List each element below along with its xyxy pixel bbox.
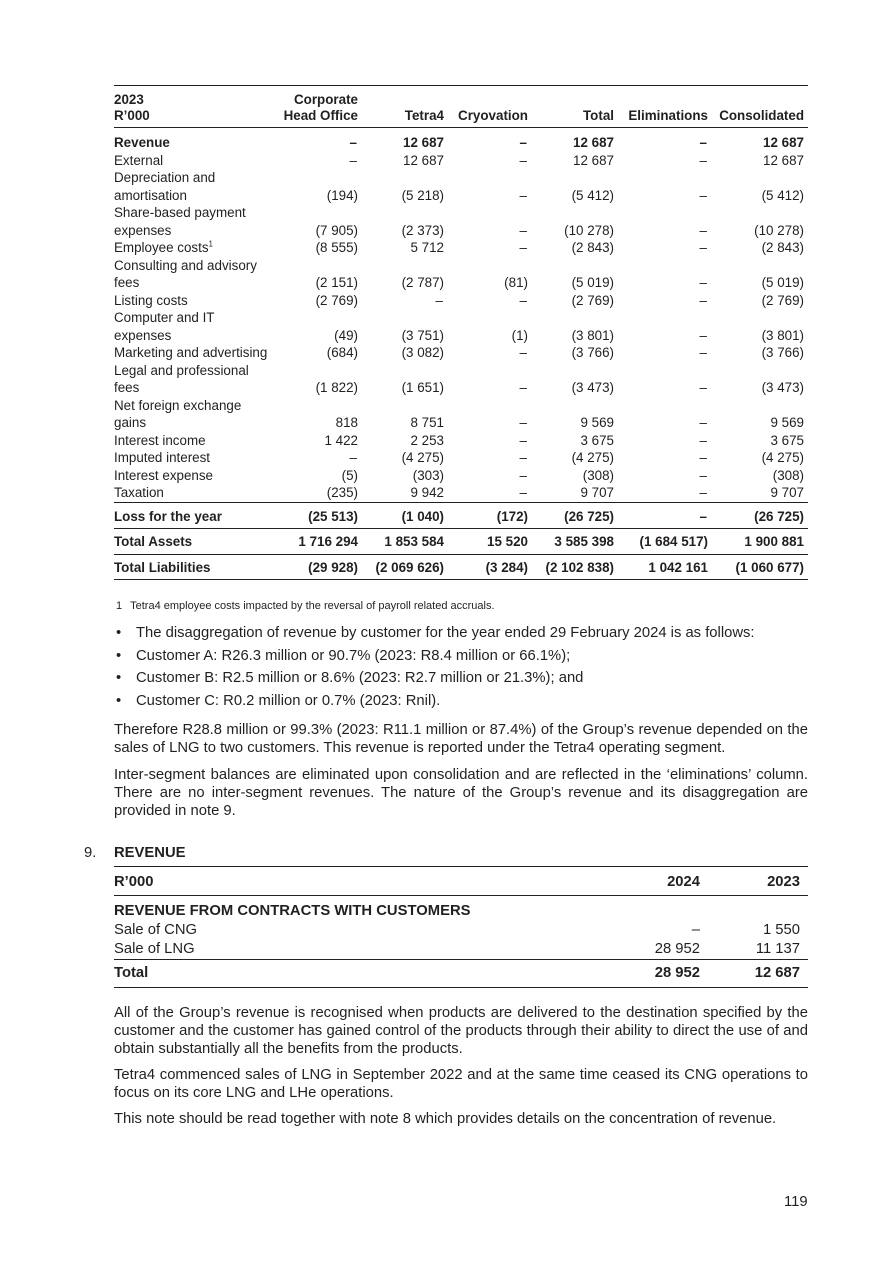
cell-corporate-head-office: – <box>349 450 357 465</box>
cell-consolidated: (5 412) <box>761 187 804 203</box>
cell-consolidated: (26 725) <box>712 502 808 529</box>
cell-total: 9 569 <box>580 415 614 430</box>
paragraph-inter-segment: Inter-segment balances are eliminated upon consolidation and are reflected in the ‘eliminations’ column. There are no inter-segment revenues. The nature of the Group’s revenue and its disaggregation are provided in note 9. <box>114 767 808 819</box>
row-label: Net foreign exchange gains <box>114 397 242 430</box>
header-year: 2023 R’000 <box>114 86 272 128</box>
customer-bullet-list <box>114 622 814 712</box>
cell-total: (3 801) <box>571 327 614 343</box>
cell-cryovation: – <box>519 345 527 360</box>
cell-total: 3 675 <box>580 432 614 448</box>
cell-cryovation: – <box>519 467 527 483</box>
cell-total: (10 278) <box>564 222 614 238</box>
cell-tetra4: 12 687 <box>403 135 444 150</box>
cell-consolidated: (1 060 677) <box>712 554 808 580</box>
cell-tetra4: – <box>435 292 443 308</box>
cell-consolidated: 12 687 <box>763 135 804 150</box>
cell-tetra4: (1 040) <box>362 502 448 529</box>
cell-eliminations: – <box>699 380 707 395</box>
cell-cryovation: – <box>519 415 527 430</box>
row-label: Computer and IT expenses <box>114 310 215 343</box>
cell-corporate-head-office: 818 <box>335 415 358 430</box>
revenue-subheading-row <box>114 896 808 922</box>
cell-consolidated: (4 275) <box>761 450 804 465</box>
cell-total: (26 725) <box>532 502 618 529</box>
section-title: REVENUE <box>114 845 186 861</box>
cell-eliminations: – <box>699 467 707 483</box>
cell-tetra4: (2 373) <box>401 222 444 238</box>
cell-corporate-head-office: (2 151) <box>315 275 358 290</box>
cell-total: (2 102 838) <box>532 554 618 580</box>
cell-2024: – <box>691 922 700 938</box>
paragraph-note-reference: This note should be read together with note 8 which provides details on the concentration of revenue. <box>114 1111 777 1127</box>
section-number: 9. <box>84 845 97 861</box>
row-label: Total <box>114 960 614 988</box>
revenue-total-row <box>114 960 808 988</box>
cell-eliminations: (1 684 517) <box>618 529 712 555</box>
cell-corporate-head-office: (194) <box>326 187 358 203</box>
cell-consolidated: (2 843) <box>761 240 804 255</box>
cell-total: 12 687 <box>573 152 614 168</box>
cell-tetra4: 8 751 <box>410 415 444 430</box>
cell-tetra4: 5 712 <box>410 240 444 255</box>
cell-corporate-head-office: (7 905) <box>315 222 358 238</box>
cell-cryovation: (81) <box>504 275 528 290</box>
cell-cryovation: – <box>519 380 527 395</box>
row-label: Sale of CNG <box>114 922 198 938</box>
table-row <box>114 292 808 310</box>
cell-corporate-head-office: (29 928) <box>272 554 362 580</box>
revenue-subheading: REVENUE FROM CONTRACTS WITH CUSTOMERS <box>114 903 471 919</box>
cell-eliminations: 1 042 161 <box>618 554 712 580</box>
cell-2024: 28 952 <box>654 941 700 957</box>
table-row <box>114 449 808 467</box>
cell-eliminations: – <box>699 345 707 360</box>
table-row <box>114 169 808 204</box>
segment-table-header <box>114 86 808 128</box>
row-label: Total Liabilities <box>114 554 272 580</box>
cell-eliminations: – <box>699 152 707 168</box>
table-row <box>114 239 808 257</box>
cell-cryovation: – <box>519 292 527 308</box>
cell-corporate-head-office: (8 555) <box>315 240 358 255</box>
cell-tetra4: 2 253 <box>410 432 444 448</box>
table-row <box>114 152 808 170</box>
cell-eliminations: – <box>699 292 707 308</box>
cell-consolidated: 9 569 <box>770 415 804 430</box>
cell-eliminations: – <box>699 432 707 448</box>
total-row <box>114 502 808 529</box>
cell-corporate-head-office: 1 422 <box>324 432 358 448</box>
table-row <box>114 128 808 152</box>
cell-consolidated: 1 900 881 <box>712 529 808 555</box>
cell-cryovation: – <box>519 432 527 448</box>
cell-total: (2 843) <box>571 240 614 255</box>
cell-eliminations: – <box>699 485 707 500</box>
revenue-header-unit: R’000 <box>114 867 614 896</box>
cell-eliminations: – <box>699 187 707 203</box>
footnote-ref: 1 <box>208 239 213 249</box>
table-row <box>114 362 808 397</box>
revenue-table <box>114 866 808 988</box>
paragraph-revenue-concentration: Therefore R28.8 million or 99.3% (2023: R11.1 million or 87.4%) of the Group’s revenue depended on the sales of LNG to two customers. This revenue is reported under the Tetra4 operating segment. <box>114 722 808 756</box>
revenue-table-header <box>114 867 808 896</box>
cell-eliminations: – <box>699 275 707 290</box>
cell-corporate-head-office: (49) <box>334 327 358 343</box>
bullet-item: • Customer C: R0.2 million or 0.7% (2023: Rnil). <box>114 690 814 713</box>
cell-total: (4 275) <box>571 450 614 465</box>
cell-cryovation: – <box>519 135 527 150</box>
footnote-number: 1 <box>116 600 123 612</box>
header-total: Total <box>532 86 618 128</box>
segment-table-container <box>114 85 808 580</box>
cell-total: (2 769) <box>571 292 614 308</box>
total-row <box>114 554 808 580</box>
bullet-item: • The disaggregation of revenue by customer for the year ended 29 February 2024 is as follows: <box>114 622 814 645</box>
table-row <box>114 397 808 432</box>
cell-cryovation: – <box>519 450 527 465</box>
row-label: Revenue <box>114 135 170 150</box>
cell-corporate-head-office: 1 716 294 <box>272 529 362 555</box>
cell-eliminations: – <box>699 240 707 255</box>
row-label: Total Assets <box>114 529 272 555</box>
cell-corporate-head-office: (235) <box>326 485 358 500</box>
cell-consolidated: (308) <box>772 467 804 483</box>
revenue-header-2023: 2023 <box>708 867 808 896</box>
row-label: Loss for the year <box>114 502 272 529</box>
table-row <box>114 940 808 960</box>
cell-consolidated: 9 707 <box>770 485 804 500</box>
cell-cryovation: (172) <box>448 502 532 529</box>
paragraph-tetra4-lng: Tetra4 commenced sales of LNG in September 2022 and at the same time ceased its CNG operations to focus on its core LNG and LHe operations. <box>114 1067 808 1101</box>
cell-consolidated: (3 801) <box>761 327 804 343</box>
table-row <box>114 432 808 450</box>
cell-eliminations: – <box>618 502 712 529</box>
cell-consolidated: (5 019) <box>761 275 804 290</box>
table-row <box>114 257 808 292</box>
cell-consolidated: (10 278) <box>754 222 804 238</box>
cell-eliminations: – <box>699 415 707 430</box>
footnote-text: Tetra4 employee costs impacted by the reversal of payroll related accruals. <box>130 600 495 612</box>
cell-total: (3 766) <box>571 345 614 360</box>
bullet-dot-icon: • <box>116 692 122 709</box>
cell-tetra4: (303) <box>412 467 444 483</box>
row-label: Marketing and advertising <box>114 345 268 360</box>
page-number: 119 <box>784 1194 808 1210</box>
cell-cryovation: – <box>519 485 527 500</box>
header-consolidated: Consolidated <box>712 86 808 128</box>
cell-tetra4: 1 853 584 <box>362 529 448 555</box>
row-label: Sale of LNG <box>114 941 195 957</box>
table-row <box>114 309 808 344</box>
cell-tetra4: (1 651) <box>401 380 444 395</box>
row-label: Interest expense <box>114 467 214 483</box>
footnote <box>116 600 495 612</box>
segment-table-body <box>114 128 808 580</box>
cell-total: 9 707 <box>580 485 614 500</box>
cell-tetra4: (3 082) <box>401 345 444 360</box>
cell-corporate-head-office: (5) <box>341 467 358 483</box>
row-label: Employee costs$^1$ <box>114 239 213 255</box>
cell-eliminations: – <box>699 222 707 238</box>
cell-corporate-head-office: (25 513) <box>272 502 362 529</box>
revenue-table-container <box>114 866 808 988</box>
cell-corporate-head-office: (1 822) <box>315 380 358 395</box>
cell-consolidated: (3 473) <box>761 380 804 395</box>
cell-2024: 28 952 <box>614 960 708 988</box>
cell-total: (5 412) <box>571 187 614 203</box>
cell-consolidated: 3 675 <box>770 432 804 448</box>
cell-cryovation: – <box>519 240 527 255</box>
total-row <box>114 529 808 555</box>
table-row <box>114 344 808 362</box>
cell-cryovation: 15 520 <box>448 529 532 555</box>
cell-cryovation: (3 284) <box>448 554 532 580</box>
cell-total: (3 473) <box>571 380 614 395</box>
cell-eliminations: – <box>699 450 707 465</box>
bullet-item: • Customer A: R26.3 million or 90.7% (2023: R8.4 million or 66.1%); <box>114 645 814 668</box>
table-row <box>114 467 808 485</box>
row-label: Interest income <box>114 432 206 448</box>
bullet-dot-icon: • <box>116 625 122 641</box>
cell-tetra4: (4 275) <box>401 450 444 465</box>
cell-tetra4: (2 069 626) <box>362 554 448 580</box>
cell-corporate-head-office: – <box>349 152 357 168</box>
paragraph-recognition: All of the Group’s revenue is recognised when products are delivered to the destination specified by the customer and the customer has gained control of the products through their ability to direct the use of and obtain substantially all the benefits from the products. <box>114 1005 808 1057</box>
cell-total: 3 585 398 <box>532 529 618 555</box>
cell-corporate-head-office: (684) <box>326 345 358 360</box>
cell-consolidated: 12 687 <box>763 152 804 168</box>
cell-2023: 11 137 <box>755 941 800 957</box>
cell-2023: 12 687 <box>708 960 808 988</box>
cell-cryovation: (1) <box>511 327 528 343</box>
cell-2023: 1 550 <box>762 922 800 938</box>
cell-tetra4: 9 942 <box>410 485 444 500</box>
row-label: Legal and professional fees <box>114 362 249 395</box>
row-label: Consulting and advisory fees <box>114 257 257 290</box>
header-cryovation: Cryovation <box>448 86 532 128</box>
revenue-header-2024: 2024 <box>614 867 708 896</box>
cell-total: 12 687 <box>573 135 614 150</box>
header-tetra4: Tetra4 <box>362 86 448 128</box>
cell-consolidated: (2 769) <box>761 292 804 308</box>
cell-eliminations: – <box>699 135 707 150</box>
cell-corporate-head-office: – <box>349 135 357 150</box>
bullet-dot-icon: • <box>116 647 122 664</box>
segment-table <box>114 85 808 580</box>
row-label: Depreciation and amortisation <box>114 170 216 203</box>
cell-cryovation: – <box>519 222 527 238</box>
cell-corporate-head-office: (2 769) <box>315 292 358 308</box>
bullet-dot-icon: • <box>116 670 122 686</box>
row-label: Share-based payment expenses <box>114 205 246 238</box>
header-eliminations: Eliminations <box>618 86 712 128</box>
cell-total: (308) <box>582 467 614 483</box>
cell-tetra4: 12 687 <box>403 152 444 168</box>
cell-cryovation: – <box>519 152 527 168</box>
cell-tetra4: (5 218) <box>401 187 444 203</box>
row-label: Taxation <box>114 485 164 500</box>
cell-tetra4: (2 787) <box>401 275 444 290</box>
cell-tetra4: (3 751) <box>401 327 444 343</box>
table-row <box>114 484 808 502</box>
table-row <box>114 921 808 940</box>
table-row <box>114 204 808 239</box>
cell-cryovation: – <box>519 187 527 203</box>
header-corporate-head-office: Corporate Head Office <box>272 86 362 128</box>
row-label: External <box>114 152 164 168</box>
cell-consolidated: (3 766) <box>761 345 804 360</box>
row-label: Listing costs <box>114 292 188 308</box>
row-label: Imputed interest <box>114 450 211 465</box>
cell-total: (5 019) <box>571 275 614 290</box>
bullet-item: • Customer B: R2.5 million or 8.6% (2023: R2.7 million or 21.3%); and <box>114 667 814 690</box>
cell-eliminations: – <box>699 327 707 343</box>
